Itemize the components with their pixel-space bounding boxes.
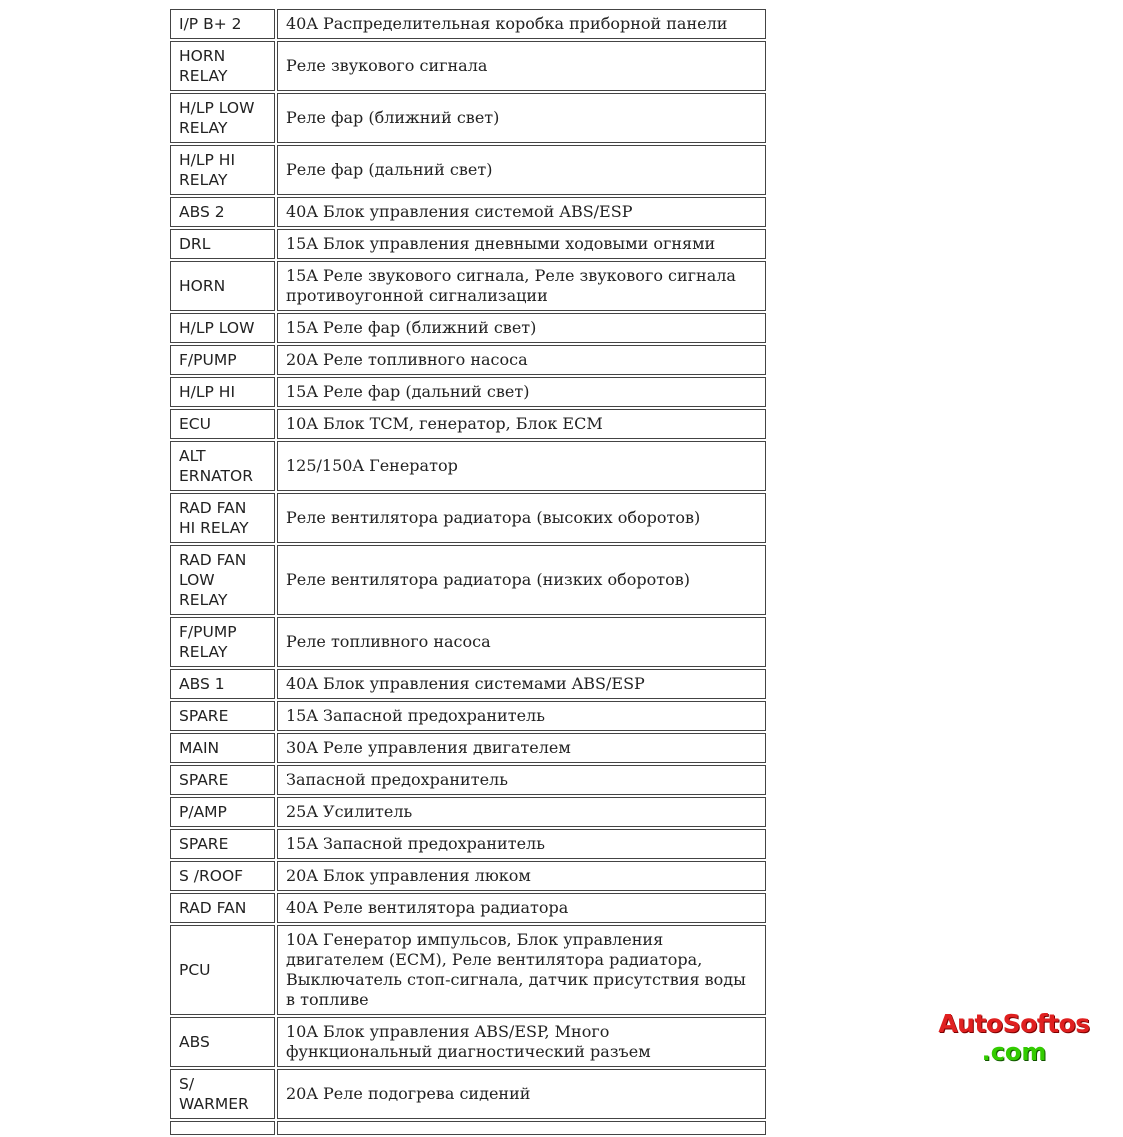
fuse-description-cell: Реле фар (дальний свет) — [277, 145, 766, 195]
fuse-name-cell: ECU — [170, 409, 275, 439]
watermark-logo — [919, 1010, 1109, 1066]
table-row — [170, 1017, 766, 1067]
fuse-name-cell: F/PUMP RELAY — [170, 617, 275, 667]
fuse-name-cell: HORN RELAY — [170, 41, 275, 91]
fuse-description-cell: 10A Блок TCM, генератор, Блок ECM — [277, 409, 766, 439]
table-row — [170, 701, 766, 731]
fuse-name-cell: SPARE — [170, 765, 275, 795]
table-row — [170, 409, 766, 439]
table-row — [170, 41, 766, 91]
fuse-table — [168, 7, 768, 1137]
table-row — [170, 377, 766, 407]
table-row — [170, 145, 766, 195]
table-row — [170, 229, 766, 259]
fuse-description-cell: 15A Блок управления дневными ходовыми огнями — [277, 229, 766, 259]
fuse-name-cell: PCU — [170, 925, 275, 1015]
fuse-description-cell: 40A Блок управления системами ABS/ESP — [277, 669, 766, 699]
fuse-name-cell: S/ WARMER — [170, 1069, 275, 1119]
fuse-name-cell: H/LP HI RELAY — [170, 145, 275, 195]
fuse-name-cell: HORN — [170, 261, 275, 311]
table-row — [170, 669, 766, 699]
watermark-domain: .com — [981, 1038, 1047, 1066]
fuse-name-cell: SPARE — [170, 701, 275, 731]
fuse-description-cell: 10A Блок управления ABS/ESP, Много функциональный диагностический разъем — [277, 1017, 766, 1067]
table-row — [170, 861, 766, 891]
fuse-description-cell: 30A Реле управления двигателем — [277, 733, 766, 763]
table-row — [170, 829, 766, 859]
table-row — [170, 313, 766, 343]
fuse-name-cell: RAD FAN — [170, 893, 275, 923]
fuse-description-cell: 25A Усилитель — [277, 797, 766, 827]
fuse-name-cell: ABS 1 — [170, 669, 275, 699]
fuse-description-cell: Реле вентилятора радиатора (высоких оборотов) — [277, 493, 766, 543]
fuse-description-cell: 10A Генератор импульсов, Блок управления двигателем (ECM), Реле вентилятора радиатора, Выключатель стоп-сигнала, датчик присутствия воды в топливе — [277, 925, 766, 1015]
fuse-description-cell: 40A Блок управления системой ABS/ESP — [277, 197, 766, 227]
watermark-brand: AutoSoftos — [938, 1009, 1090, 1038]
fuse-description-cell: Реле звукового сигнала — [277, 41, 766, 91]
fuse-name-cell: H/LP LOW RELAY — [170, 93, 275, 143]
table-row — [170, 893, 766, 923]
fuse-table-body — [170, 9, 766, 1135]
table-row — [170, 441, 766, 491]
fuse-description-cell: 15A Реле звукового сигнала, Реле звукового сигнала противоугонной сигнализации — [277, 261, 766, 311]
table-row — [170, 345, 766, 375]
fuse-description-cell: 40A Реле вентилятора радиатора — [277, 893, 766, 923]
fuse-description-cell: Реле топливного насоса — [277, 617, 766, 667]
fuse-description-cell: Запасной предохранитель — [277, 765, 766, 795]
fuse-name-cell: ABS 2 — [170, 197, 275, 227]
table-row — [170, 765, 766, 795]
table-row — [170, 9, 766, 39]
empty-cell — [170, 1121, 275, 1135]
fuse-name-cell: RAD FAN HI RELAY — [170, 493, 275, 543]
fuse-name-cell: P/AMP — [170, 797, 275, 827]
fuse-name-cell: H/LP LOW — [170, 313, 275, 343]
fuse-description-cell: 20A Блок управления люком — [277, 861, 766, 891]
fuse-description-cell: 40A Распределительная коробка приборной панели — [277, 9, 766, 39]
fuse-name-cell: MAIN — [170, 733, 275, 763]
table-row — [170, 197, 766, 227]
fuse-description-cell: 15A Запасной предохранитель — [277, 701, 766, 731]
fuse-name-cell: ALT ERNATOR — [170, 441, 275, 491]
table-row-partial — [170, 1121, 766, 1135]
fuse-description-cell: Реле фар (ближний свет) — [277, 93, 766, 143]
fuse-name-cell: F/PUMP — [170, 345, 275, 375]
fuse-name-cell: S /ROOF — [170, 861, 275, 891]
fuse-description-cell: 20A Реле топливного насоса — [277, 345, 766, 375]
fuse-description-cell: 15A Реле фар (ближний свет) — [277, 313, 766, 343]
table-row — [170, 545, 766, 615]
table-row — [170, 617, 766, 667]
fuse-name-cell: DRL — [170, 229, 275, 259]
table-row — [170, 1069, 766, 1119]
table-row — [170, 261, 766, 311]
table-row — [170, 925, 766, 1015]
fuse-description-cell: 15A Реле фар (дальний свет) — [277, 377, 766, 407]
table-row — [170, 493, 766, 543]
fuse-description-cell: Реле вентилятора радиатора (низких оборотов) — [277, 545, 766, 615]
fuse-name-cell: SPARE — [170, 829, 275, 859]
table-row — [170, 733, 766, 763]
fuse-name-cell: H/LP HI — [170, 377, 275, 407]
empty-cell — [277, 1121, 766, 1135]
fuse-name-cell: ABS — [170, 1017, 275, 1067]
fuse-description-cell: 15A Запасной предохранитель — [277, 829, 766, 859]
fuse-description-cell: 125/150A Генератор — [277, 441, 766, 491]
table-row — [170, 797, 766, 827]
fuse-name-cell: I/P B+ 2 — [170, 9, 275, 39]
fuse-description-cell: 20A Реле подогрева сидений — [277, 1069, 766, 1119]
table-row — [170, 93, 766, 143]
fuse-name-cell: RAD FAN LOW RELAY — [170, 545, 275, 615]
